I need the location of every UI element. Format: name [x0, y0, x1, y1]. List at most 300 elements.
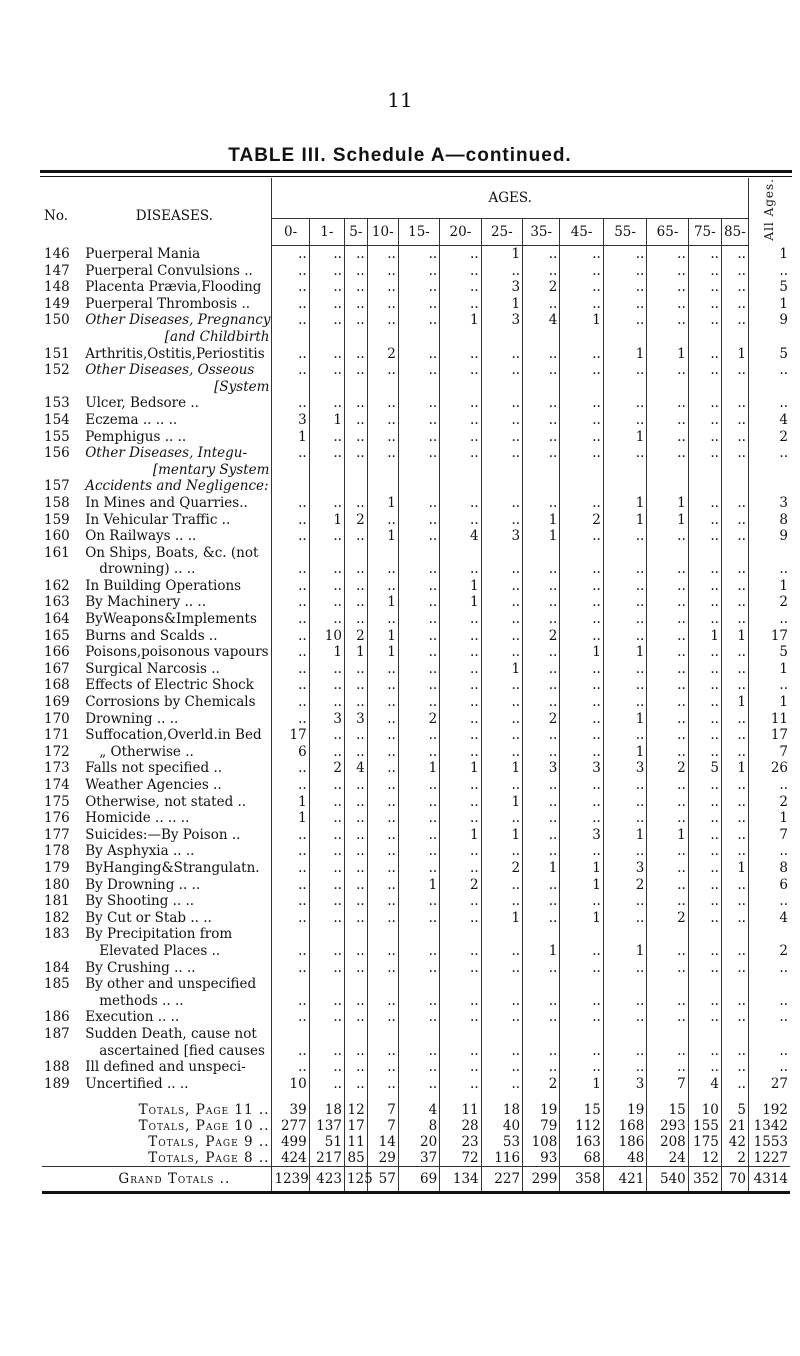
age-value — [440, 478, 481, 495]
totals-value: 7 — [367, 1118, 398, 1134]
age-value: .. — [367, 1076, 398, 1093]
age-value: 1 — [481, 661, 522, 678]
totals-value: 21 — [721, 1118, 748, 1134]
age-value: .. — [309, 445, 344, 462]
age-value — [560, 478, 604, 495]
row-number: 183 — [44, 926, 70, 943]
age-value: 1 — [272, 429, 309, 446]
age-value: .. — [398, 395, 439, 412]
age-value: 1 — [309, 512, 344, 529]
age-value: 2 — [309, 760, 344, 777]
age-value: .. — [721, 943, 748, 960]
age-value: .. — [647, 263, 688, 280]
disease-name: Ulcer, Bedsore .. — [85, 395, 199, 412]
age-value: .. — [367, 445, 398, 462]
row-number: 189 — [44, 1075, 70, 1092]
age-value: .. — [272, 960, 309, 977]
age-value: 1 — [647, 495, 688, 512]
header-diseases: DISEASES. — [135, 207, 213, 224]
age-value: .. — [647, 1043, 688, 1060]
age-value: .. — [603, 412, 647, 429]
age-value — [481, 379, 522, 396]
row-number: 171 — [44, 727, 70, 744]
age-value: .. — [721, 677, 748, 694]
age-value: .. — [398, 495, 439, 512]
age-value — [398, 976, 439, 993]
header-age-group: 45- — [560, 219, 604, 246]
age-value: .. — [344, 777, 367, 794]
spacer-row — [42, 1092, 790, 1102]
grand-totals-value: 358 — [560, 1167, 604, 1193]
age-value: .. — [721, 594, 748, 611]
age-value: .. — [647, 843, 688, 860]
age-value: .. — [367, 810, 398, 827]
totals-value: 137 — [309, 1118, 344, 1134]
totals-value: 68 — [560, 1150, 604, 1167]
age-value: .. — [344, 362, 367, 379]
disease-name: Puerperal Convulsions .. — [85, 262, 253, 279]
age-value: .. — [309, 561, 344, 578]
age-value: 1 — [309, 644, 344, 661]
age-value: .. — [398, 611, 439, 628]
age-value: .. — [344, 611, 367, 628]
age-value: .. — [344, 1009, 367, 1026]
row-number: 169 — [44, 694, 70, 711]
totals-value: 85 — [344, 1150, 367, 1167]
age-value: .. — [481, 263, 522, 280]
all-ages-value: .. — [748, 362, 790, 379]
age-value: .. — [603, 611, 647, 628]
table-row — [42, 1059, 790, 1076]
table-row — [42, 760, 790, 777]
age-value: .. — [344, 744, 367, 761]
age-value: .. — [398, 910, 439, 927]
age-value: .. — [523, 395, 560, 412]
all-ages-value — [748, 329, 790, 346]
row-number: 180 — [44, 876, 70, 893]
age-value: .. — [647, 362, 688, 379]
age-value: .. — [440, 495, 481, 512]
age-value — [523, 379, 560, 396]
age-value: .. — [398, 296, 439, 313]
totals-spacer — [42, 1102, 77, 1118]
table-row — [42, 512, 790, 529]
age-value: .. — [440, 777, 481, 794]
age-value: 6 — [272, 744, 309, 761]
age-value: .. — [481, 512, 522, 529]
age-value: .. — [272, 561, 309, 578]
age-value: .. — [309, 578, 344, 595]
age-value: .. — [440, 744, 481, 761]
all-ages-value: 1 — [748, 810, 790, 827]
all-ages-value: .. — [748, 993, 790, 1010]
age-value: .. — [688, 694, 721, 711]
table-row — [42, 429, 790, 446]
disease-name: ByWeapons&Implements — [85, 611, 257, 628]
grand-totals-value: 352 — [688, 1167, 721, 1193]
disease-name: Drowning .. .. — [85, 710, 179, 727]
age-value: .. — [440, 843, 481, 860]
all-ages-value: .. — [748, 395, 790, 412]
age-value: .. — [398, 694, 439, 711]
grand-totals-value: 1239 — [272, 1167, 309, 1193]
age-value: .. — [647, 993, 688, 1010]
age-value: 2 — [523, 1076, 560, 1093]
disease-name: Effects of Electric Shock — [85, 677, 254, 694]
age-value: 4 — [440, 528, 481, 545]
age-value: .. — [272, 628, 309, 645]
age-value: .. — [344, 1043, 367, 1060]
age-value: .. — [344, 578, 367, 595]
age-value: .. — [440, 246, 481, 263]
age-value: .. — [647, 1009, 688, 1026]
totals-value: 2 — [721, 1150, 748, 1167]
age-value: .. — [647, 744, 688, 761]
age-value: 2 — [344, 628, 367, 645]
age-value: .. — [344, 429, 367, 446]
spacer-cell — [481, 1092, 522, 1102]
age-value: 1 — [721, 628, 748, 645]
totals-value: 39 — [272, 1102, 309, 1118]
age-value: .. — [272, 893, 309, 910]
grand-totals-value: 4314 — [748, 1167, 790, 1193]
age-value — [523, 1026, 560, 1043]
table-row — [42, 877, 790, 894]
age-value: .. — [721, 1076, 748, 1093]
age-value: .. — [309, 395, 344, 412]
age-value: 1 — [367, 495, 398, 512]
age-value: .. — [560, 1043, 604, 1060]
row-number: 172 — [44, 743, 70, 760]
age-value: .. — [309, 827, 344, 844]
age-value: .. — [523, 843, 560, 860]
age-value — [344, 379, 367, 396]
age-value: .. — [603, 561, 647, 578]
age-value — [398, 478, 439, 495]
age-value: .. — [309, 611, 344, 628]
age-value — [481, 462, 522, 479]
age-value: .. — [721, 561, 748, 578]
age-value — [603, 329, 647, 346]
disease-name: Corrosions by Chemicals — [85, 694, 256, 711]
age-value: .. — [272, 661, 309, 678]
table-row — [42, 744, 790, 761]
age-value — [440, 462, 481, 479]
all-ages-value: .. — [748, 561, 790, 578]
age-value — [560, 545, 604, 562]
age-value: .. — [344, 993, 367, 1010]
age-value: .. — [688, 711, 721, 728]
age-value: .. — [481, 628, 522, 645]
age-value: 1 — [440, 578, 481, 595]
totals-row — [42, 1150, 790, 1167]
age-value: 1 — [721, 760, 748, 777]
age-value: 2 — [481, 860, 522, 877]
age-value — [560, 462, 604, 479]
age-value: .. — [481, 960, 522, 977]
totals-label: Totals, Page 11 .. — [138, 1102, 270, 1119]
totals-value: 12 — [344, 1102, 367, 1118]
row-number: 156 — [44, 445, 70, 462]
age-value: 1 — [481, 827, 522, 844]
age-value: .. — [647, 893, 688, 910]
age-value: .. — [688, 960, 721, 977]
age-value: .. — [688, 1009, 721, 1026]
age-value: .. — [560, 727, 604, 744]
age-value: .. — [721, 495, 748, 512]
totals-value: 116 — [481, 1150, 522, 1167]
age-value: 1 — [523, 860, 560, 877]
all-ages-value — [748, 545, 790, 562]
age-value: .. — [440, 644, 481, 661]
disease-name: Accidents and Negligence: — [85, 478, 269, 495]
totals-label: Totals, Page 8 .. — [148, 1150, 270, 1167]
table-title: TABLE III. Schedule A—continued. — [228, 145, 572, 166]
age-value: .. — [367, 412, 398, 429]
age-value: .. — [398, 561, 439, 578]
header-age-group: 5- — [344, 219, 367, 246]
age-value: .. — [344, 561, 367, 578]
age-value: 2 — [603, 877, 647, 894]
age-value: .. — [398, 594, 439, 611]
age-value: .. — [603, 1009, 647, 1026]
table-row — [42, 694, 790, 711]
age-value — [688, 1026, 721, 1043]
age-value: .. — [603, 296, 647, 313]
age-value: .. — [721, 744, 748, 761]
age-value: 1 — [367, 528, 398, 545]
age-value: .. — [688, 594, 721, 611]
totals-value: 168 — [603, 1118, 647, 1134]
age-value: .. — [272, 877, 309, 894]
totals-value: 40 — [481, 1118, 522, 1134]
age-value: .. — [344, 594, 367, 611]
disease-name: [and Childbirth — [164, 328, 270, 345]
age-value — [344, 462, 367, 479]
age-value: .. — [560, 1059, 604, 1076]
age-value: 3 — [481, 279, 522, 296]
age-value: .. — [688, 843, 721, 860]
age-value: .. — [560, 279, 604, 296]
totals-spacer — [42, 1118, 77, 1134]
disease-name: drowning) .. .. — [99, 561, 196, 578]
age-value: 1 — [603, 512, 647, 529]
age-value: .. — [523, 777, 560, 794]
totals-value: 79 — [523, 1118, 560, 1134]
age-value: .. — [398, 362, 439, 379]
table-row — [42, 263, 790, 280]
age-value: .. — [481, 694, 522, 711]
disease-name: Burns and Scalds .. — [85, 627, 218, 644]
age-value: .. — [721, 777, 748, 794]
age-value: .. — [721, 1059, 748, 1076]
all-ages-value: 1 — [748, 296, 790, 313]
age-value: .. — [523, 362, 560, 379]
all-ages-value: 3 — [748, 495, 790, 512]
age-value: .. — [398, 578, 439, 595]
row-number: 185 — [44, 976, 70, 993]
age-value: .. — [440, 561, 481, 578]
all-ages-value: 1 — [748, 694, 790, 711]
all-ages-value: 6 — [748, 877, 790, 894]
age-value: .. — [272, 1059, 309, 1076]
age-value: 1 — [560, 860, 604, 877]
age-value: .. — [688, 677, 721, 694]
age-value: .. — [688, 246, 721, 263]
age-value: .. — [523, 578, 560, 595]
age-value: .. — [560, 561, 604, 578]
age-value: .. — [560, 578, 604, 595]
age-value: .. — [523, 1009, 560, 1026]
age-value: .. — [721, 661, 748, 678]
age-value: .. — [440, 412, 481, 429]
age-value: 2 — [523, 711, 560, 728]
age-value: .. — [367, 279, 398, 296]
age-value: 1 — [721, 346, 748, 363]
spacer-cell — [647, 1092, 688, 1102]
all-ages-value: .. — [748, 1059, 790, 1076]
age-value: .. — [647, 644, 688, 661]
table-row — [42, 279, 790, 296]
age-value: .. — [481, 1076, 522, 1093]
age-value: .. — [688, 1043, 721, 1060]
age-value: .. — [367, 777, 398, 794]
age-value: .. — [440, 1043, 481, 1060]
age-value: .. — [647, 445, 688, 462]
age-value — [344, 478, 367, 495]
age-value: .. — [523, 810, 560, 827]
row-number: 150 — [44, 312, 70, 329]
age-value: .. — [523, 644, 560, 661]
age-value: .. — [344, 943, 367, 960]
age-value: .. — [603, 578, 647, 595]
age-value: .. — [309, 794, 344, 811]
age-value: 3 — [272, 412, 309, 429]
all-ages-value: 17 — [748, 727, 790, 744]
age-value: .. — [272, 694, 309, 711]
age-value: .. — [523, 429, 560, 446]
age-value: .. — [603, 794, 647, 811]
age-value: .. — [272, 711, 309, 728]
age-value: .. — [481, 777, 522, 794]
age-value — [603, 545, 647, 562]
row-number: 153 — [44, 395, 70, 412]
age-value: .. — [603, 694, 647, 711]
spacer-cell — [77, 1092, 272, 1102]
age-value: .. — [398, 993, 439, 1010]
totals-value: 18 — [309, 1102, 344, 1118]
age-value: 2 — [344, 512, 367, 529]
age-value: 1 — [367, 628, 398, 645]
age-value: .. — [440, 910, 481, 927]
age-value: .. — [647, 960, 688, 977]
totals-value: 48 — [603, 1150, 647, 1167]
age-value: .. — [647, 578, 688, 595]
age-value: .. — [272, 362, 309, 379]
age-value — [647, 379, 688, 396]
age-value: .. — [344, 296, 367, 313]
row-number — [42, 1043, 77, 1060]
age-value: .. — [309, 777, 344, 794]
table-row — [42, 644, 790, 661]
disease-name: By Crushing .. .. — [85, 959, 196, 976]
age-value: .. — [440, 429, 481, 446]
age-value: .. — [481, 893, 522, 910]
row-number: 160 — [44, 528, 70, 545]
disease-name: On Railways .. .. — [85, 528, 197, 545]
age-value: .. — [344, 727, 367, 744]
age-value: 1 — [481, 910, 522, 927]
age-value: .. — [344, 910, 367, 927]
age-value: 2 — [398, 711, 439, 728]
age-value — [309, 379, 344, 396]
totals-value: 37 — [398, 1150, 439, 1167]
disease-name: Uncertified .. .. — [85, 1075, 189, 1092]
all-ages-value: .. — [748, 611, 790, 628]
row-number: 176 — [44, 810, 70, 827]
age-value: .. — [647, 296, 688, 313]
all-ages-value: .. — [748, 445, 790, 462]
age-value: .. — [344, 312, 367, 329]
age-value: .. — [344, 893, 367, 910]
row-number: 168 — [44, 677, 70, 694]
age-value — [398, 379, 439, 396]
disease-name: By Precipitation from — [85, 926, 233, 943]
age-value: .. — [560, 263, 604, 280]
row-number: 174 — [44, 777, 70, 793]
age-value: .. — [272, 910, 309, 927]
age-value — [560, 1026, 604, 1043]
age-value: .. — [272, 993, 309, 1010]
table-row — [42, 545, 790, 562]
age-value — [272, 545, 309, 562]
table-row — [42, 827, 790, 844]
totals-value: 72 — [440, 1150, 481, 1167]
age-value: .. — [344, 827, 367, 844]
disease-name: In Vehicular Traffic .. — [85, 511, 231, 528]
disease-name: [mentary System — [152, 461, 270, 478]
age-value: .. — [481, 362, 522, 379]
age-value: .. — [309, 246, 344, 263]
age-value: .. — [721, 412, 748, 429]
age-value: .. — [309, 1009, 344, 1026]
all-ages-value: 11 — [748, 711, 790, 728]
age-value: .. — [560, 744, 604, 761]
age-value: .. — [398, 727, 439, 744]
age-value: .. — [398, 777, 439, 794]
age-value — [647, 1026, 688, 1043]
age-value: .. — [603, 893, 647, 910]
age-value: .. — [647, 628, 688, 645]
age-value: .. — [721, 279, 748, 296]
age-value: .. — [523, 412, 560, 429]
grand-totals-value: 57 — [367, 1167, 398, 1193]
age-value: .. — [721, 810, 748, 827]
age-value: .. — [367, 246, 398, 263]
totals-value: 17 — [344, 1118, 367, 1134]
age-value: .. — [523, 877, 560, 894]
age-value: .. — [440, 727, 481, 744]
totals-value: 23 — [440, 1134, 481, 1150]
age-value: .. — [440, 711, 481, 728]
age-value: 1 — [398, 877, 439, 894]
age-value: 1 — [647, 346, 688, 363]
age-value: .. — [309, 312, 344, 329]
all-ages-value: .. — [748, 843, 790, 860]
age-value: .. — [367, 395, 398, 412]
age-value: .. — [440, 694, 481, 711]
age-value: .. — [309, 279, 344, 296]
